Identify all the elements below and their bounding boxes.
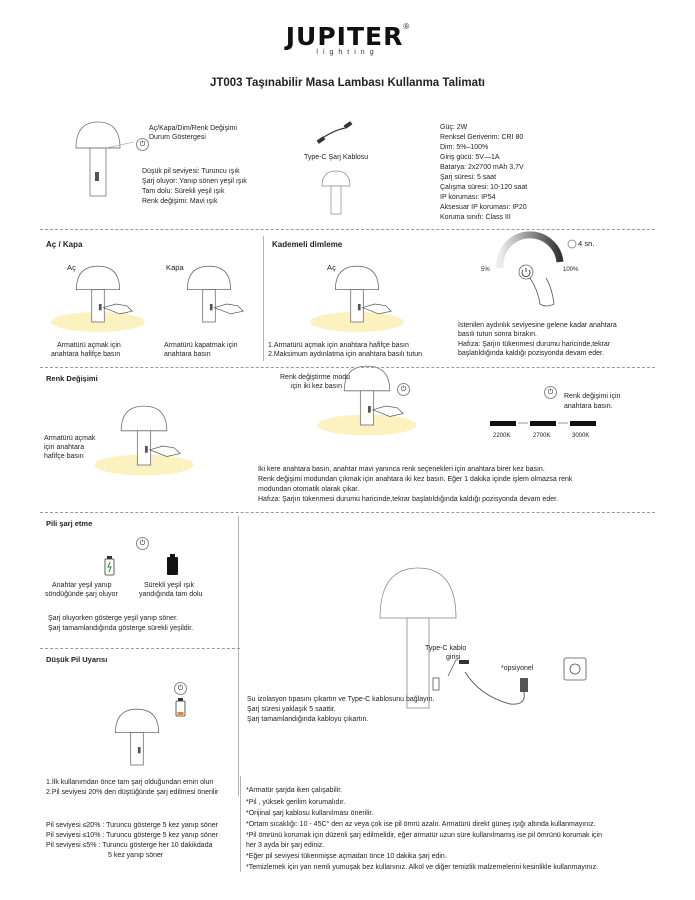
off-label: Kapa xyxy=(166,263,184,272)
color-mode-label-1: Renk değiştirme modu xyxy=(280,374,351,381)
lamp-figure xyxy=(115,709,158,765)
warning-item: *Orijinal şarj kablosu kullanılması önerilir. xyxy=(246,810,374,817)
charge-step-3: Şarj tamamlandığında kabloyu çıkartın. xyxy=(247,716,369,723)
dim-note-4: başlatıldığında kaldığı pozisyonda devam eder. xyxy=(458,350,604,357)
low-item-1: 1.İlk kullanımdan önce tam şarj olduğundan emin olun xyxy=(46,779,214,786)
divider xyxy=(40,512,655,513)
spec-run-time: Çalışma süresi: 10-120 saat xyxy=(440,184,528,191)
spec-cri: Renksel Geriverim: CRI 80 xyxy=(440,134,524,141)
indicator-color: Renk değişimi: Mavi ışık xyxy=(142,198,218,205)
off-caption-2: anahtara basın xyxy=(164,351,211,358)
on-caption-2: anahtara hafifçe basın xyxy=(51,351,121,358)
brand-sub: lighting xyxy=(316,49,379,56)
spec-class: Koruma sınıfı: Class III xyxy=(440,214,511,221)
full-caption-2: yandığında tam dolu xyxy=(139,591,203,598)
dim-step-2: 2.Maksimum aydınlatma için anahtara basılı tutun xyxy=(268,351,423,358)
dim-on-label: Aç xyxy=(327,263,336,272)
divider xyxy=(240,776,241,872)
charge-note-2: Şarj tamamlandığında gösterge sürekli yeşildir. xyxy=(48,625,194,632)
spec-battery: Batarya: 2x2700 mAh 3,7V xyxy=(440,164,524,171)
dial-max: 100% xyxy=(563,267,579,273)
warning-item: *Pil , yüksek gerilim korumalıdır. xyxy=(246,799,346,806)
warning-item: *Ortam sıcaklığı: 10 - 45C° den az veya çok ise pil ömrü azalır. Armatürü direkt güneş ışığı altında kullanmayınız. xyxy=(246,821,596,828)
color-note-1: İki kere anahtara basın, anahtar mavi yanınca renk seçenekleri için anahtara birer kez basın. xyxy=(258,466,545,473)
warning-item: *Pil ömrünü korumak için düzenli şarj edilmelidir, eğer armatür uzun süre kullanılmamış ise pil ömrünü korumak için xyxy=(246,832,602,839)
low-level-2: Pil seviyesi ≤10% : Turuncu gösterge 5 kez yanıp söner xyxy=(46,832,218,839)
color-mode-label-2: için iki kez basın xyxy=(291,383,342,390)
temp-2700: 2700K xyxy=(533,433,551,439)
lamp-figure xyxy=(51,266,145,332)
indicator-full: Tam dolu: Sürekli yeşil ışık xyxy=(142,188,225,195)
dimming-dial xyxy=(490,238,590,318)
lamp-figure xyxy=(187,266,243,322)
spec-input: Giriş gücü: 5V—1A xyxy=(440,154,500,161)
off-caption-1: Armatürü kapatmak için xyxy=(164,342,238,349)
divider xyxy=(40,367,655,368)
blink-caption-1: Anahtar yeşil yanıp xyxy=(52,582,112,589)
power-button-icon: ⏻ xyxy=(136,537,149,550)
brand-reg: ® xyxy=(403,22,410,31)
on-caption-1: Armatürü açmak için xyxy=(57,342,121,349)
dial-min: 5% xyxy=(481,267,490,273)
battery-charging-icon xyxy=(104,556,116,576)
spec-ip: IP koruması: IP54 xyxy=(440,194,496,201)
on-label: Aç xyxy=(67,263,76,272)
spec-power: Güç: 2W xyxy=(440,124,468,131)
low-level-3: Pil seviyesi ≤5% : Turuncu gösterge her 10 dakikdada xyxy=(46,842,213,849)
page-title: JT003 Taşınabilir Masa Lambası Kullanma Talimatı xyxy=(209,77,486,89)
blink-caption-2: söndüğünde şarj oluyor xyxy=(45,591,118,598)
color-note-2: Renk değişimi modundan çıkmak için anahtara iki kez basın. Eğer 1 dakika içinde işlem olmazsa renk xyxy=(258,476,573,483)
indicator-low: Düşük pil seviyesi: Turuncu ışık xyxy=(142,168,240,175)
port-label-2: girişi xyxy=(446,654,461,661)
battery-full-icon xyxy=(166,554,180,576)
low-level-1: Pil seviyesi ≤20% : Turuncu gösterge 5 kez yanıp söner xyxy=(46,822,218,829)
press-label-1: Renk değişimi için xyxy=(564,393,621,400)
port-label-1: Type-C kablo xyxy=(425,645,467,652)
divider xyxy=(238,516,239,796)
charge-step-2: Şarj süresi yaklaşık 5 saattir. xyxy=(247,706,336,713)
low-heading: Düşük Pil Uyarısı xyxy=(46,655,108,664)
dial-time: 4 sn. xyxy=(578,239,595,248)
low-item-2: 2.Pil seviyesi 20% den düştüğünde şarj edilmesi önerilir xyxy=(46,789,219,796)
power-button-icon: ⏻ xyxy=(397,383,410,396)
charge-note-1: Şarj oluyorken gösterge yeşil yanıp söner. xyxy=(48,615,178,622)
power-button-icon: ⏻ xyxy=(174,682,187,695)
temp-2200: 2200K xyxy=(493,433,511,439)
lamp-figure xyxy=(310,266,404,332)
power-button-icon: ⏻ xyxy=(136,138,149,151)
spec-accessory-ip: Aksesuar IP koruması: IP20 xyxy=(440,204,527,211)
dim-note-3: Hafıza: Şarjın tükenmesi durumu haricinde,tekrar xyxy=(458,341,611,348)
spec-dim: Dim: 5%–100% xyxy=(440,144,489,151)
button-label-2: Durum Göstergesi xyxy=(149,134,206,141)
color-caption-3: hafifçe basın xyxy=(44,453,84,460)
color-temp-bars xyxy=(490,418,610,430)
warning-item: *Temizlemek için yarı nemli yumuşak bez kullanınız. Alkol ve diğer temizlik malzemelerini kesinlikle kullanmayınız. xyxy=(246,864,599,871)
power-button-icon: ⏻ xyxy=(544,386,557,399)
optional-label: *opsiyonel xyxy=(501,665,534,672)
spec-charge-time: Şarj süresi: 5 saat xyxy=(440,174,497,181)
color-caption-1: Armatürü açmak xyxy=(44,435,96,442)
indicator-charging: Şarj oluyor: Yanıp sönen yeşil ışık xyxy=(142,178,247,185)
brand-name: JUPITER xyxy=(285,22,404,51)
temp-3000: 3000K xyxy=(572,433,590,439)
battery-low-icon xyxy=(175,698,187,718)
warning-item: her 3 ayda bir şarj ediniz. xyxy=(246,842,325,849)
press-label-2: anahtara basın. xyxy=(564,403,613,410)
charge-heading: Pili şarj etme xyxy=(46,519,93,528)
color-note-3: modundan otomatik olarak çıkar. xyxy=(258,486,360,493)
dim-note-2: basılı tutun sonra bırakın. xyxy=(458,331,537,338)
divider xyxy=(40,648,240,649)
dim-note-1: İstenilen aydınlık seviyesine gelene kadar anahtara xyxy=(458,322,617,329)
color-caption-2: için anahtara xyxy=(44,444,85,451)
color-note-4: Hafıza: Şarjın tükenmesi durumu haricinde,tekrar başlatıldığında kaldığı pozisyonda devam eder. xyxy=(258,496,558,503)
warning-item: *Armatür şarjda iken çalışabilir. xyxy=(246,787,343,794)
low-level-cont: 5 kez yanıp söner xyxy=(108,852,164,859)
charging-lamp-diagram xyxy=(360,556,610,716)
dim-heading: Kademeli dimleme xyxy=(272,240,343,249)
lamp-figure xyxy=(95,406,194,475)
charge-step-1: Su izolasyon tıpasını çıkartın ve Type-C kablosunu bağlayın. xyxy=(247,696,435,703)
cable-label: Type-C Şarj Kablosu xyxy=(304,154,369,161)
full-caption-1: Sürekli yeşil ışık xyxy=(144,582,195,589)
warning-item: *Eğer pil seviyesi tükenmişse açmadan önce 10 dakika şarj edin. xyxy=(246,853,447,860)
onoff-heading: Aç / Kapa xyxy=(46,240,83,249)
dim-step-1: 1.Armatürü açmak için anahtara hafifçe basın xyxy=(268,342,409,349)
button-label-1: Aç/Kapa/Dim/Renk Değişimi xyxy=(149,125,237,132)
color-heading: Renk Değişimi xyxy=(46,374,98,383)
